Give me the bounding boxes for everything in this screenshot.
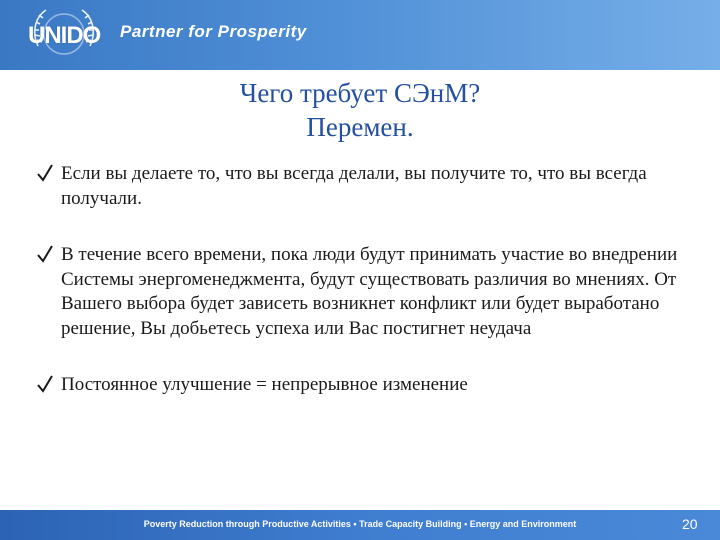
checkmark-icon <box>36 162 54 184</box>
tagline: Partner for Prosperity <box>120 22 307 41</box>
title-line-1: Чего требует СЭнМ? <box>239 78 481 108</box>
header-bar <box>0 0 720 70</box>
bullet-text: Если вы делаете то, что вы всегда делали, вы получите то, что вы всегда получали. <box>61 163 647 209</box>
slide-title <box>0 76 720 144</box>
bullet-item <box>36 373 696 398</box>
checkmark-icon <box>36 373 54 395</box>
bullet-text: В течение всего времени, пока люди будут принимать участие во внедрении Системы энергоменеджмента, будут существовать различия во мнениях. От Вашего выбора будет зависеть возникнет конфликт или будет выработано решение, Вы добьетесь успеха или Вас постигнет неудача <box>61 244 678 339</box>
unido-logo <box>28 6 100 64</box>
bullet-item <box>36 243 696 341</box>
footer-bar <box>0 510 720 540</box>
footer-text: Poverty Reduction through Productive Activities • Trade Capacity Building • Energy and Environment <box>143 519 577 529</box>
title-line-2: Перемен. <box>306 112 414 142</box>
checkmark-icon <box>36 243 54 265</box>
bullet-item <box>36 162 696 211</box>
bullet-list <box>36 162 696 398</box>
logo-text: UNIDO <box>28 22 101 49</box>
page-number: 20 <box>682 516 698 532</box>
bullet-text: Постоянное улучшение = непрерывное изменение <box>61 374 468 395</box>
